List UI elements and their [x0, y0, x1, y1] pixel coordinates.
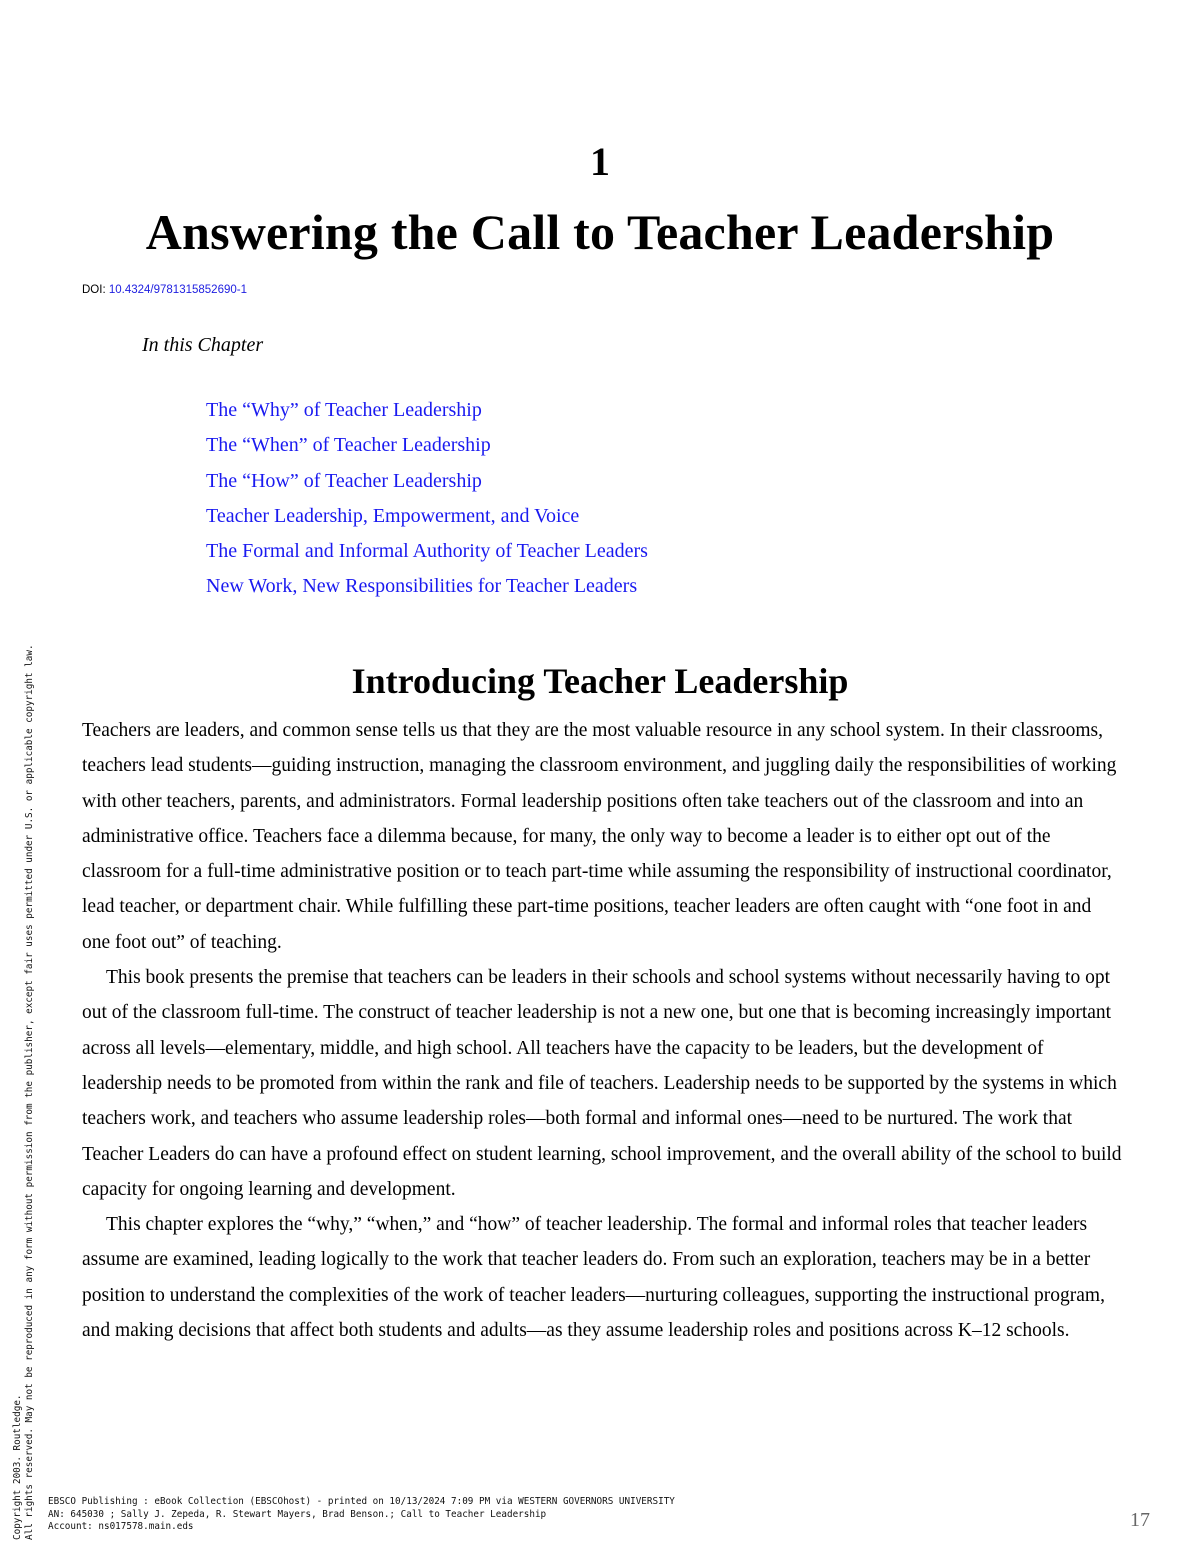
toc-link-how[interactable]: The “How” of Teacher Leadership: [206, 469, 482, 492]
copyright-line-1: Copyright 2003. Routledge.: [12, 1394, 23, 1540]
doi-link[interactable]: 10.4324/9781315852690-1: [108, 284, 247, 296]
chapter-title: Answering the Call to Teacher Leadership: [145, 204, 1055, 260]
copyright-line-2: All rights reserved. May not be reproduced in any form without permission from the publisher, except fair uses permitted under U.S. or applicable copyright law.: [24, 644, 35, 1540]
body-paragraph-2: This book presents the premise that teachers can be leaders in their schools and school systems without necessarily having to opt out of the classroom full-time. The construct of teacher leadership is not a new one, but one that is becoming increasingly important across all levels—elementary, middle, and high school. All teachers have the capacity to be leaders, but the development of leadership needs to be promoted from within the rank and file of teachers. Leadership needs to be supported by the systems in which teachers work, and teachers who assume leadership roles—both formal and informal ones—need to be nurtured. The work that Teacher Leaders do can have a profound effect on student learning, school improvement, and the overall ability of the school to build capacity for ongoing learning and development.: [82, 967, 1122, 1200]
chapter-contents-list: [206, 393, 648, 605]
section-heading: Introducing Teacher Leadership: [351, 661, 849, 701]
print-footer: [48, 1496, 675, 1534]
doi-label: DOI:: [82, 284, 109, 296]
footer-line-1: EBSCO Publishing : eBook Collection (EBSCOhost) - printed on 10/13/2024 7:09 PM via WESTERN GOVERNORS UNIVERSITY: [48, 1496, 675, 1507]
chapter-number: 1: [590, 139, 610, 184]
body-paragraph-1: Teachers are leaders, and common sense tells us that they are the most valuable resource in any school system. In their classrooms, teachers lead students—guiding instruction, managing the classroom environment, and juggling daily the responsibilities of working with other teachers, parents, and administrators. Formal leadership positions often take teachers out of the classroom and into an administrative office. Teachers face a dilemma because, for many, the only way to become a leader is to either opt out of the classroom for a full-time administrative position or to teach part-time while assuming the responsibility of instructional coordinator, lead teacher, or department chair. While fulfilling these part-time positions, teacher leaders are often caught with “one foot in and one foot out” of teaching.: [82, 720, 1117, 953]
toc-link-why[interactable]: The “Why” of Teacher Leadership: [206, 399, 482, 421]
toc-link-authority[interactable]: The Formal and Informal Authority of Teacher Leaders: [206, 540, 648, 563]
body-paragraph-3: This chapter explores the “why,” “when,” and “how” of teacher leadership. The formal and informal roles that teacher leaders assume are examined, leading logically to the work that teacher leaders do. From such an exploration, teachers may be in a better position to understand the complexities of the work of teacher leaders—nurturing colleagues, supporting the instructional program, and making decisions that affect both students and adults—as they assume leadership roles and positions across K–12 schools.: [82, 1214, 1105, 1342]
toc-link-empowerment[interactable]: Teacher Leadership, Empowerment, and Voice: [206, 504, 580, 527]
in-this-chapter-heading: In this Chapter: [142, 334, 264, 356]
doi-line: [82, 284, 247, 296]
page-number: 17: [1130, 1509, 1150, 1531]
footer-line-3: Account: ns017578.main.eds: [48, 1521, 194, 1532]
footer-line-2: AN: 645030 ; Sally J. Zepeda, R. Stewart Mayers, Brad Benson.; Call to Teacher Leadership: [48, 1508, 547, 1520]
copyright-notice: [12, 400, 36, 1540]
toc-link-new-work[interactable]: New Work, New Responsibilities for Teacher Leaders: [206, 575, 638, 598]
body-text: [82, 713, 1122, 1348]
toc-link-when[interactable]: The “When” of Teacher Leadership: [206, 434, 491, 457]
